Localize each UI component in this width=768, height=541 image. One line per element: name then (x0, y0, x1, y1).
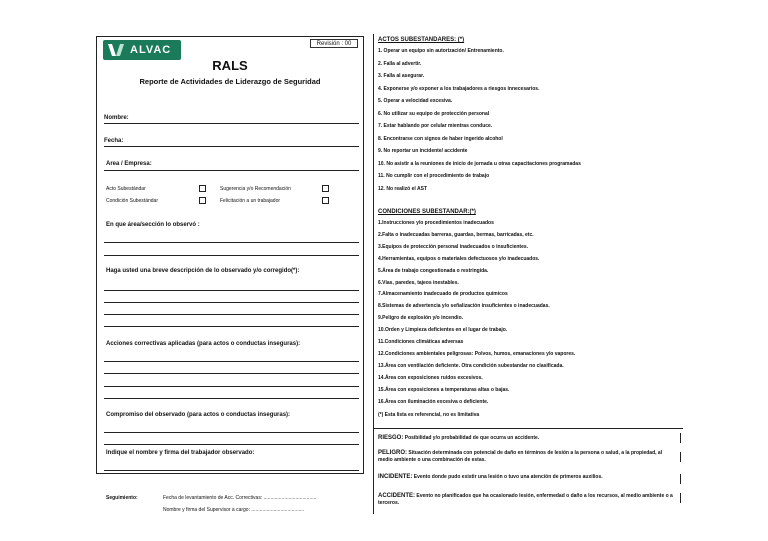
brand-name: ALVAC (130, 44, 172, 56)
def-riesgo (378, 435, 678, 442)
acto-item: 8. Encontrarse con signos de haber ingerido alcohol (378, 135, 503, 142)
condicion-item: 14.Área con exposiciones ruidos excesivos. (378, 374, 483, 381)
condicion-item: 16.Área con iluminación excesiva o deficiente. (378, 398, 489, 405)
accidente-value: Evento no planificados que ha ocasionado lesión, enfermedad o daño a los recursos, al medio ambiente o a terceros. (378, 493, 673, 506)
q-acciones-line-1[interactable] (104, 361, 359, 362)
q-compromiso-line-1[interactable] (104, 432, 359, 433)
q-acciones-label: Acciones correctivas aplicadas (para actos o conductas inseguras): (106, 341, 301, 347)
condiciones-note: (*) Esta lista es referencial, no es limitativa (378, 412, 480, 418)
q-area-line-2[interactable] (104, 255, 359, 256)
fecha-levantamiento: Fecha de levantamiento de Acc. Correctivas: ...................................... (163, 495, 317, 501)
acto-item: 4. Exponerse y/o exponer a los trabajadores a riesgos innecesarios. (378, 85, 540, 92)
condicion-label: Condición Subestándar (106, 198, 158, 204)
revision-box: Revisión : 00 (310, 39, 358, 48)
riesgo-key: RIESGO: (378, 435, 404, 441)
q-acciones-line-3[interactable] (104, 386, 359, 387)
condicion-item: 10.Orden y Limpieza deficientes en el lugar de trabajo. (378, 327, 508, 334)
company-logo (103, 40, 181, 60)
acto-item: 1. Operar un equipo sin autorización/ Entrenamiento. (378, 48, 504, 54)
seguimiento-label: Seguimiento: (106, 495, 138, 501)
acto-item: 3. Falla al asegurar. (378, 73, 425, 79)
q-acciones-line-2[interactable] (104, 373, 359, 374)
acto-checkbox[interactable] (199, 185, 206, 192)
condicion-item: 7.Almacenamiento inadecuado de productos químicos (378, 291, 508, 298)
q-nombre-label: Indique el nombre y firma del trabajador observado: (106, 450, 255, 456)
incidente-key: INCIDENTE: (378, 474, 413, 480)
q-desc-line-3[interactable] (104, 314, 359, 315)
acto-label: Acto Subestándar (106, 186, 146, 192)
peligro-key: PELIGRO: (378, 450, 408, 456)
area-label: Area / Empresa: (106, 161, 152, 167)
condicion-item: 12.Condiciones ambientales peligrosas: Polvos, humos, emanaciones y/o vapores. (378, 350, 576, 357)
actos-heading: ACTOS SUBESTANDARES: (*) (378, 37, 465, 43)
condicion-item: 9.Peligro de explosión y/o incendio. (378, 315, 464, 322)
riesgo-value: Posibilidad y/o probabilidad de que ocurra un accidente. (403, 435, 540, 441)
condicion-item: 1.Instrucciones y/o procedimientos inadecuados (378, 220, 494, 226)
margin-tick (680, 452, 681, 462)
felicitacion-checkbox[interactable] (322, 197, 329, 204)
fecha-field[interactable] (104, 146, 359, 147)
condicion-item: 13.Área con ventilación deficiente. Otra condición subestandar no clasificada. (378, 362, 564, 369)
q-acciones-line-4[interactable] (104, 398, 359, 399)
q-desc-line-2[interactable] (104, 302, 359, 303)
nombre-label: Nombre: (104, 115, 129, 121)
divider (373, 428, 683, 429)
condicion-item: 11.Condiciones climáticas adversas (378, 339, 464, 345)
nombre-supervisor: Nombre y firma del Supervisor a cargo: ...................................... (163, 507, 305, 513)
condicion-item: 8.Sistemas de advertencia y/o señalización insuficientes o inadecuadas. (378, 303, 550, 310)
nombre-field[interactable] (104, 123, 359, 124)
q-compromiso-line-2[interactable] (104, 444, 359, 445)
condicion-item: 2.Falta o inadecuadas barreras, guardas, bermas, barricadas, etc. (378, 231, 534, 238)
page-subtitle: Reporte de Actividades de Liderazgo de Seguridad (139, 77, 321, 86)
area-field[interactable] (104, 170, 359, 171)
def-peligro (378, 450, 678, 464)
condicion-item: 6.Vías, paredes, tajeos inestables. (378, 279, 459, 286)
condicion-item: 3.Equipos de protección personal inadecuados o insuficientes. (378, 243, 529, 250)
sugerencia-label: Sugerencia y/o Recomendación (220, 186, 291, 192)
acto-item: 10. No asistir a la reuniones de inicio de jornada u otras capacitaciones programadas (378, 160, 581, 167)
q-area-label: En que área/sección lo observó : (106, 222, 200, 228)
def-accidente (378, 493, 678, 507)
acto-item: 11. No cumplir con el procedimiento de trabajo (378, 173, 490, 179)
condicion-item: 4.Herramientas, equipos o materiales defectuosos y/o inadecuados. (378, 255, 540, 262)
margin-tick (680, 433, 681, 443)
alvac-logo-icon (107, 43, 125, 57)
condicion-checkbox[interactable] (199, 197, 206, 204)
acto-item: 9. No reportar un incidente/ accidente (378, 148, 468, 154)
condicion-item: 15.Área con exposiciones a temperaturas altas o bajas. (378, 386, 510, 393)
reference-panel (373, 34, 684, 514)
margin-tick (680, 493, 681, 503)
incidente-value: Evento donde pudo existir una lesión o tuvo una atención de primeros auxilios. (412, 474, 603, 480)
felicitacion-label: Felicitación a un trabajador (220, 198, 281, 204)
acto-item: 5. Operar a velocidad excesiva. (378, 98, 453, 104)
def-incidente (378, 474, 678, 481)
q-area-line-1[interactable] (104, 242, 359, 243)
accidente-key: ACCIDENTE: (378, 493, 415, 499)
q-desc-label: Haga usted una breve descripción de lo observado y/o corregido(*): (106, 268, 300, 274)
q-nombre-line[interactable] (104, 470, 359, 471)
acto-item: 12. No realizó el AST (378, 185, 427, 192)
acto-item: 7. Estar hablando por celular mientras conduce. (378, 123, 493, 129)
peligro-value: Situación determinada con potencial de daño en términos de lesión a la persona o salud, a la propiedad, al medio ambiente o una combinación de estas. (378, 450, 663, 463)
acto-item: 6. No utilizar su equipo de protección personal (378, 110, 490, 117)
fecha-label: Fecha: (104, 138, 124, 144)
q-desc-line-4[interactable] (104, 326, 359, 327)
sugerencia-checkbox[interactable] (322, 185, 329, 192)
acto-item: 2. Falla al advertir. (378, 60, 422, 67)
condiciones-heading: CONDICIONES SUBESTANDAR:(*) (378, 209, 476, 215)
margin-tick (680, 474, 681, 484)
q-desc-line-1[interactable] (104, 290, 359, 291)
condicion-item: 5.Área de trabajo congestionada o restringida. (378, 267, 489, 274)
page-title: RALS (212, 58, 248, 73)
q-compromiso-label: Compromiso del observado (para actos o conductas inseguras): (106, 412, 291, 418)
